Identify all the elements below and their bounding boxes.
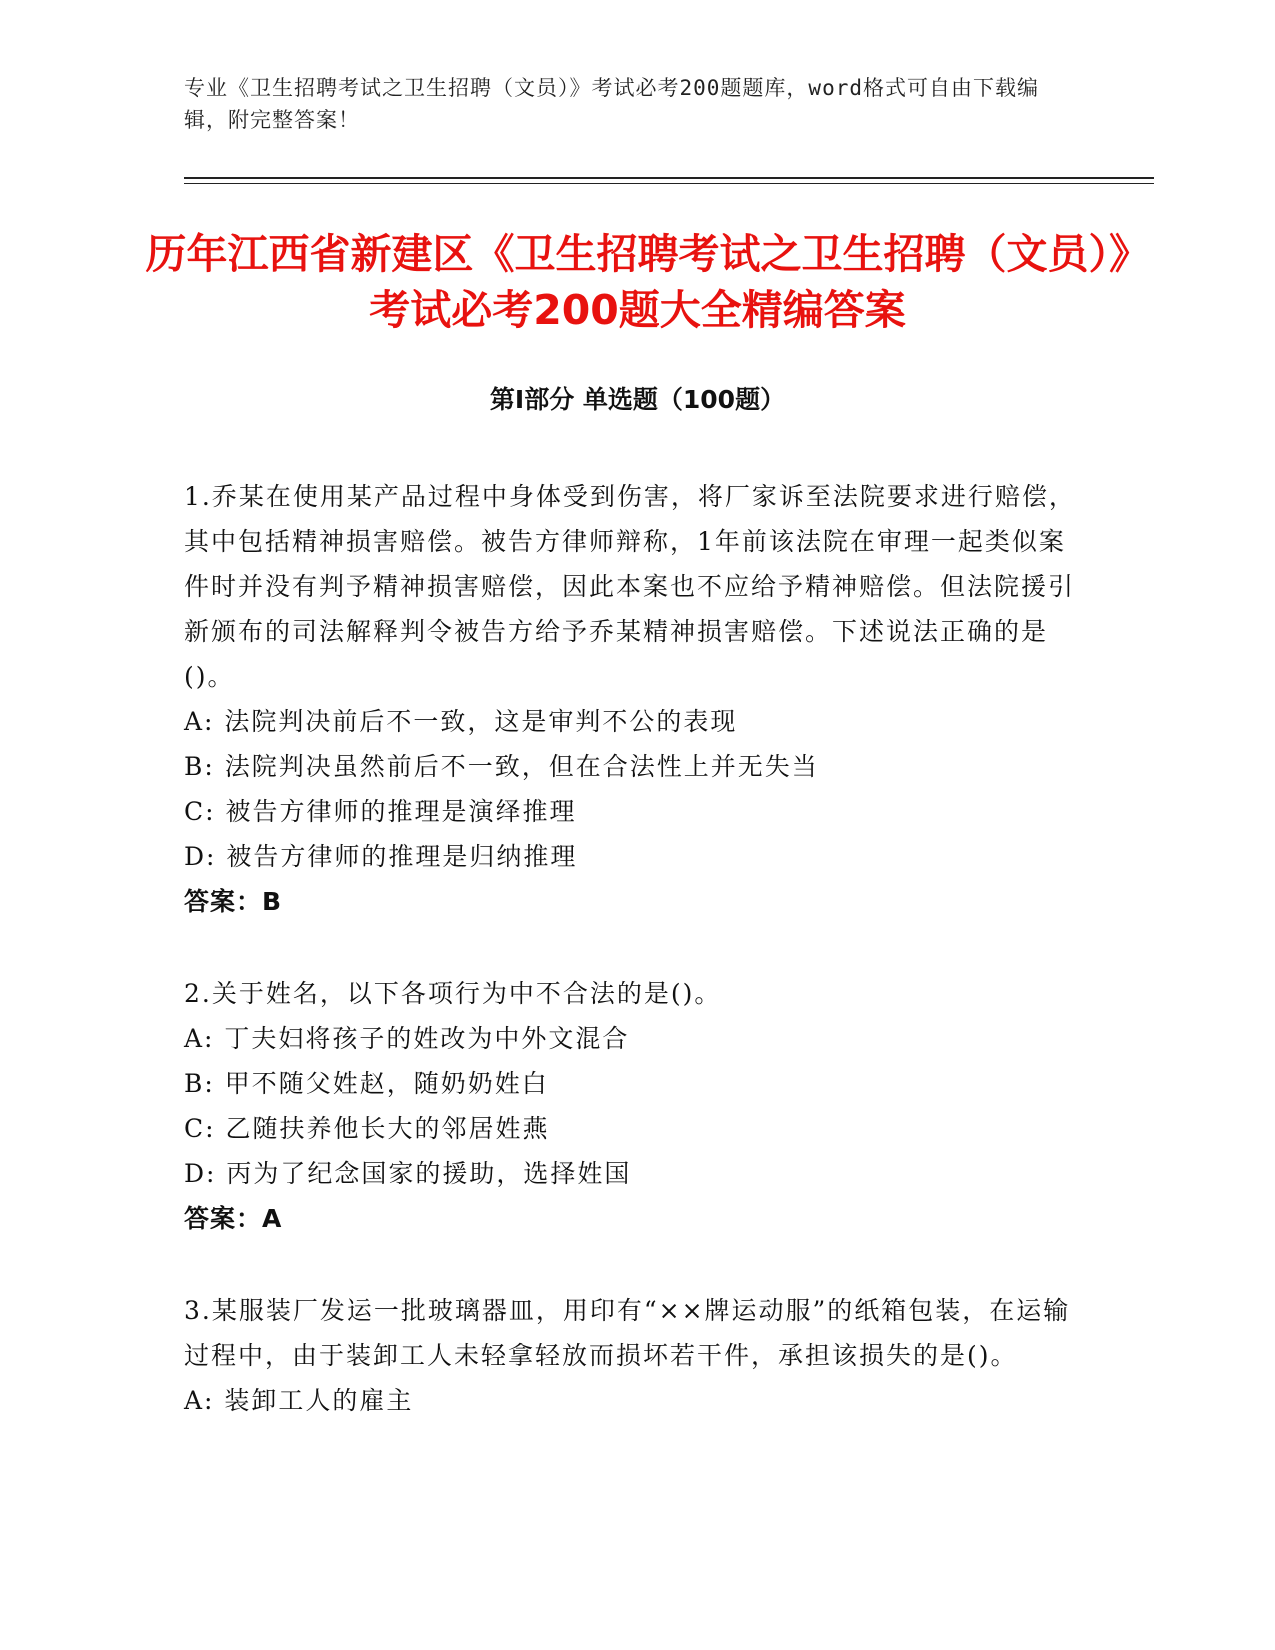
document-title: 历年江西省新建区《卫生招聘考试之卫生招聘（文员）》考试必考200题大全精编答案: [145, 230, 1130, 334]
question-list: [184, 474, 1084, 1470]
question-2: [184, 971, 1084, 1241]
option-a: A: 装卸工人的雇主: [184, 1386, 414, 1415]
option-d: D: 被告方律师的推理是归纳推理: [184, 842, 578, 871]
option-c: C: 被告方律师的推理是演绎推理: [184, 797, 577, 826]
question-3: [184, 1288, 1084, 1423]
question-stem: 3.某服装厂发运一批玻璃器皿，用印有“××牌运动服”的纸箱包装，在运输过程中，由于装卸工人未轻拿轻放而损坏若干件，承担该损失的是()。: [184, 1296, 1071, 1370]
option-a: A: 丁夫妇将孩子的姓改为中外文混合: [184, 1024, 630, 1053]
option-c: C: 乙随扶养他长大的邻居姓燕: [184, 1114, 550, 1143]
header-note: 专业《卫生招聘考试之卫生招聘（文员）》考试必考200题题库，word格式可自由下载编辑，附完整答案！: [184, 76, 1039, 132]
header-rule-thin: [184, 183, 1154, 184]
option-a: A: 法院判决前后不一致，这是审判不公的表现: [184, 707, 738, 736]
answer-line: 答案：A: [184, 1204, 283, 1233]
answer-line: 答案：B: [184, 887, 283, 916]
question-stem: 2.关于姓名，以下各项行为中不合法的是()。: [184, 979, 722, 1008]
option-b: B: 甲不随父姓赵，随奶奶姓白: [184, 1069, 549, 1098]
header-rule-thick: [184, 177, 1154, 179]
option-d: D: 丙为了纪念国家的援助，选择姓国: [184, 1159, 632, 1188]
section-title: 第Ⅰ部分 单选题（100题）: [489, 385, 786, 414]
question-1: [184, 474, 1084, 924]
option-b: B: 法院判决虽然前后不一致，但在合法性上并无失当: [184, 752, 819, 781]
question-stem: 1.乔某在使用某产品过程中身体受到伤害，将厂家诉至法院要求进行赔偿，其中包括精神损害赔偿。被告方律师辩称，1年前该法院在审理一起类似案件时并没有判予精神损害赔偿，因此本案也不应给予精神赔偿。但法院援引新颁布的司法解释判令被告方给予乔某精神损害赔偿。下述说法正确的是()。: [184, 482, 1076, 691]
